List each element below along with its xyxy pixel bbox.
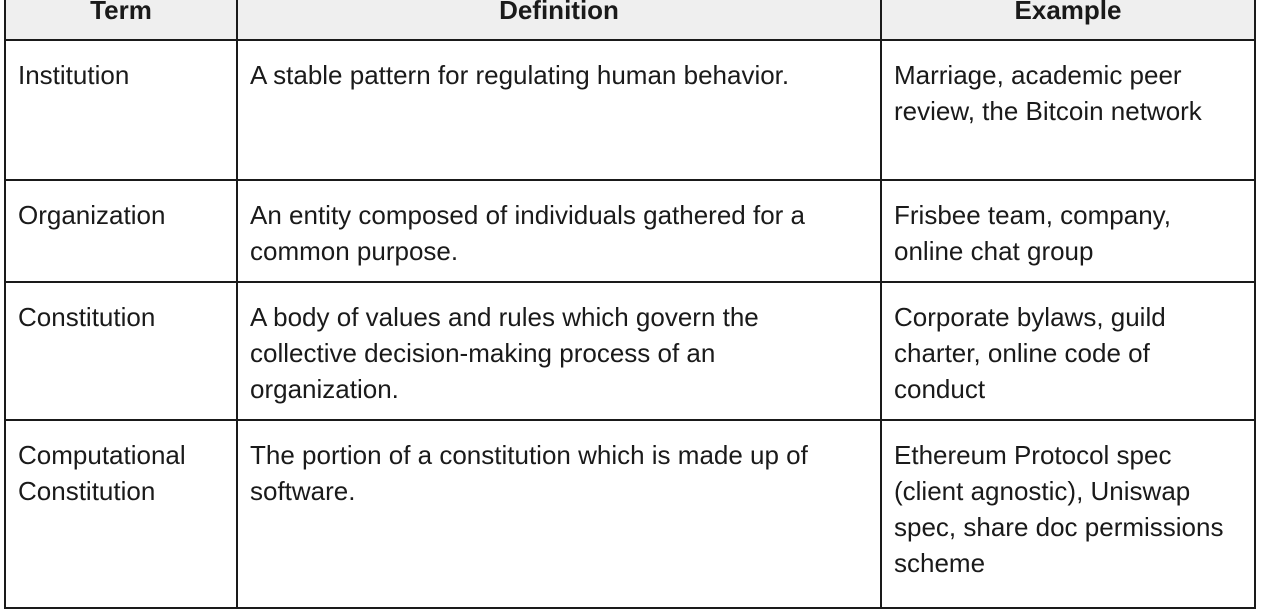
glossary-table bbox=[4, 0, 1256, 609]
example-cell: Marriage, academic peer review, the Bitcoin network bbox=[881, 40, 1255, 180]
definition-cell: A stable pattern for regulating human behavior. bbox=[237, 40, 881, 180]
table-row bbox=[5, 282, 1255, 420]
term-cell: Organization bbox=[5, 180, 237, 282]
table-row bbox=[5, 180, 1255, 282]
definition-cell: A body of values and rules which govern the collective decision-making process of an organization. bbox=[237, 282, 881, 420]
example-cell: Corporate bylaws, guild charter, online code of conduct bbox=[881, 282, 1255, 420]
definition-cell: An entity composed of individuals gathered for a common purpose. bbox=[237, 180, 881, 282]
header-term: Term bbox=[5, 0, 237, 40]
table-row bbox=[5, 40, 1255, 180]
example-cell: Ethereum Protocol spec (client agnostic), Uniswap spec, share doc permissions scheme bbox=[881, 420, 1255, 608]
term-cell: Institution bbox=[5, 40, 237, 180]
header-definition: Definition bbox=[237, 0, 881, 40]
header-example: Example bbox=[881, 0, 1255, 40]
table-header-row bbox=[5, 0, 1255, 40]
table-row bbox=[5, 420, 1255, 608]
definition-cell: The portion of a constitution which is made up of software. bbox=[237, 420, 881, 608]
glossary-table-container bbox=[4, 0, 1254, 609]
term-cell: Computational Constitution bbox=[5, 420, 237, 608]
term-cell: Constitution bbox=[5, 282, 237, 420]
example-cell: Frisbee team, company, online chat group bbox=[881, 180, 1255, 282]
